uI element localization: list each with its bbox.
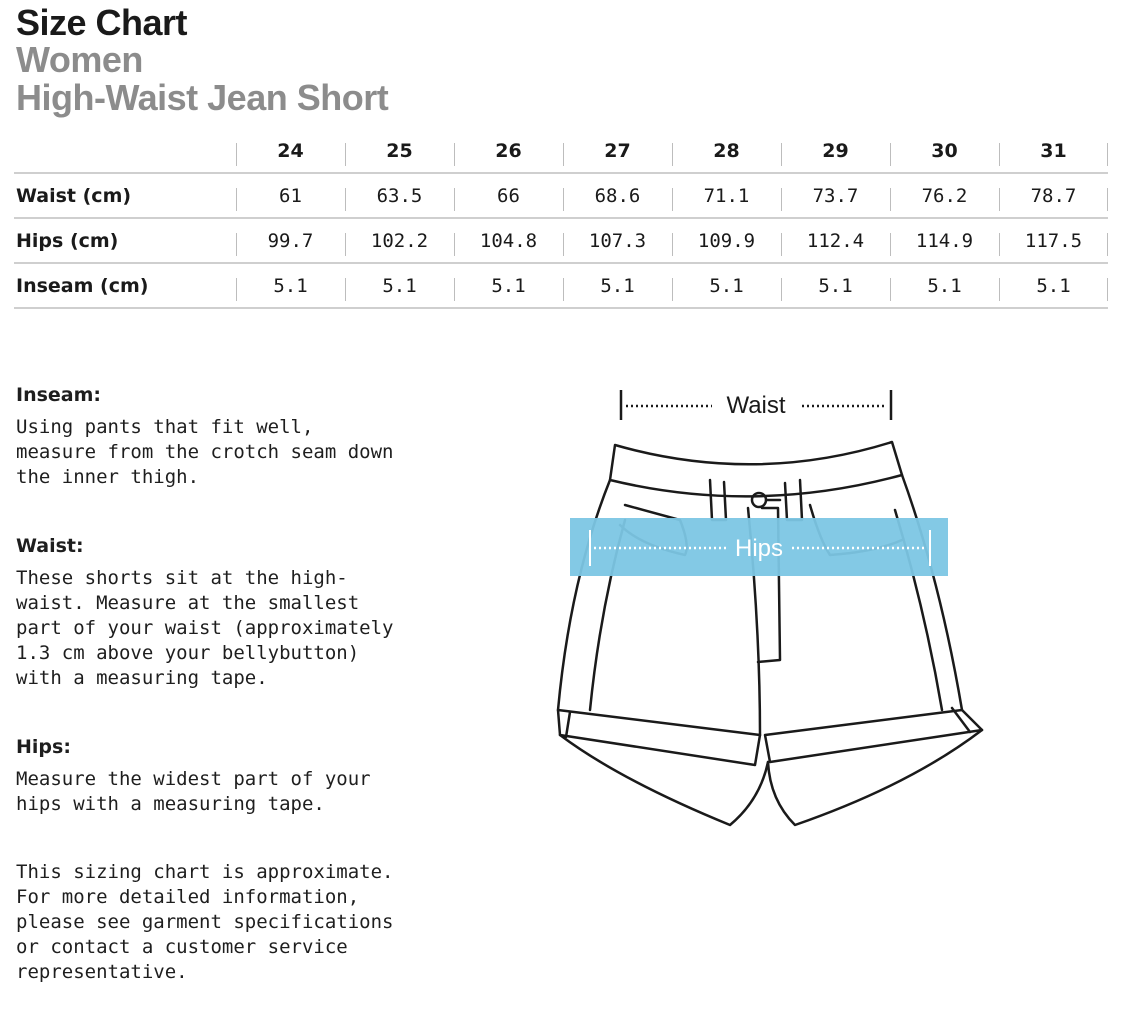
corner-cell <box>14 129 236 173</box>
table-row-hips <box>14 218 1108 263</box>
table-cell: 71.1 <box>672 173 781 218</box>
size-header: 27 <box>563 129 672 173</box>
table-cell: 5.1 <box>672 263 781 308</box>
disclaimer-note <box>16 860 396 985</box>
size-table <box>14 129 1108 309</box>
hips-label: Hips <box>734 535 784 562</box>
table-cell: 5.1 <box>999 263 1108 308</box>
shorts-outline <box>558 442 982 825</box>
table-cell: 61 <box>236 173 345 218</box>
table-cell: 5.1 <box>890 263 999 308</box>
row-label: Inseam (cm) <box>16 274 149 297</box>
size-header: 26 <box>454 129 563 173</box>
table-cell: 5.1 <box>781 263 890 308</box>
waist-instructions <box>16 534 396 691</box>
size-header: 31 <box>999 129 1108 173</box>
size-header: 25 <box>345 129 454 173</box>
size-header-row <box>14 129 1108 173</box>
page-title: Size Chart <box>16 2 188 43</box>
waist-label: Waist <box>726 392 786 419</box>
table-cell: 107.3 <box>563 218 672 263</box>
table-cell: 63.5 <box>345 173 454 218</box>
table-cell: 68.6 <box>563 173 672 218</box>
table-cell: 117.5 <box>999 218 1108 263</box>
inseam-instructions <box>16 383 396 490</box>
disclaimer-text: This sizing chart is approximate. For more detailed information, please see garment specifications or contact a customer service representative. <box>16 861 394 983</box>
table-cell: 99.7 <box>236 218 345 263</box>
table-cell: 112.4 <box>781 218 890 263</box>
table-cell: 5.1 <box>236 263 345 308</box>
hips-text: Measure the widest part of your hips with a measuring tape. <box>16 768 371 815</box>
table-cell: 114.9 <box>890 218 999 263</box>
waist-text: These shorts sit at the high-waist. Measure at the smallest part of your waist (approximately 1.3 cm above your bellybutton) with a measuring tape. <box>16 567 394 689</box>
inseam-text: Using pants that fit well, measure from the crotch seam down the inner thigh. <box>16 416 394 488</box>
table-cell: 109.9 <box>672 218 781 263</box>
table-cell: 78.7 <box>999 173 1108 218</box>
hips-instructions <box>16 735 396 817</box>
table-cell: 5.1 <box>345 263 454 308</box>
shorts-diagram <box>530 380 1000 840</box>
table-cell: 76.2 <box>890 173 999 218</box>
waist-heading: Waist: <box>16 535 84 557</box>
table-cell: 66 <box>454 173 563 218</box>
table-row-waist <box>14 173 1108 218</box>
size-header: 28 <box>672 129 781 173</box>
size-header: 29 <box>781 129 890 173</box>
category-subtitle: Women <box>16 39 143 80</box>
table-row-inseam <box>14 263 1108 308</box>
size-header: 30 <box>890 129 999 173</box>
table-cell: 104.8 <box>454 218 563 263</box>
product-subtitle: High-Waist Jean Short <box>16 77 389 118</box>
hips-heading: Hips: <box>16 736 71 758</box>
table-cell: 5.1 <box>454 263 563 308</box>
size-header: 24 <box>236 129 345 173</box>
table-cell: 102.2 <box>345 218 454 263</box>
row-label: Waist (cm) <box>16 184 132 207</box>
table-cell: 73.7 <box>781 173 890 218</box>
row-label: Hips (cm) <box>16 229 119 252</box>
table-cell: 5.1 <box>563 263 672 308</box>
inseam-heading: Inseam: <box>16 384 102 406</box>
